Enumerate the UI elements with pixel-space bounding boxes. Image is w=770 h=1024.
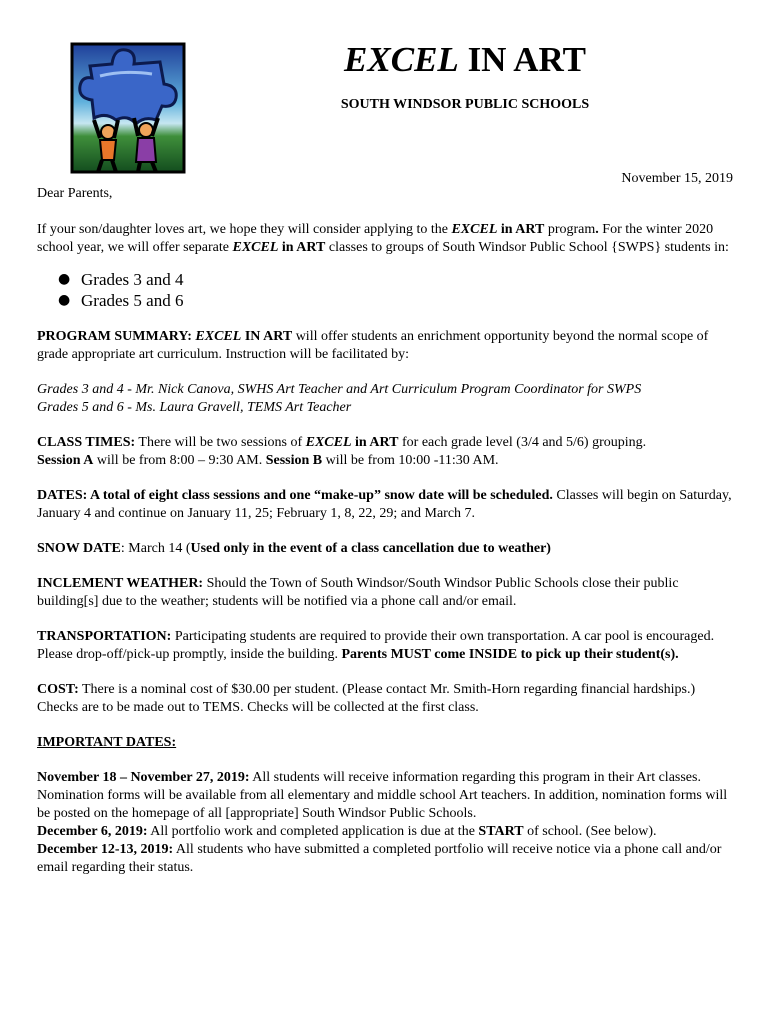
dates-paragraph: DATES: A total of eight class sessions and one “make-up” snow date will be scheduled. Classes will begin on Saturday, January 4 and continue on January 11, 25; February 1, 8, 22, 29; and March 7. xyxy=(37,488,732,521)
title-in-art: IN ART xyxy=(458,40,586,79)
grade-item: ● Grades 5 and 6 xyxy=(81,290,735,311)
cost: COST: There is a nominal cost of $30.00 per student. (Please contact Mr. Smith-Horn regarding financial hardships.) Checks are to be made out to TEMS. Checks will be collected at the first class. xyxy=(37,682,696,715)
page-subtitle: SOUTH WINDSOR PUBLIC SCHOOLS xyxy=(340,97,590,112)
important-dates-heading: IMPORTANT DATES: xyxy=(37,735,177,750)
program-summary: PROGRAM SUMMARY: EXCEL IN ART will offer students an enrichment opportunity beyond the normal scope of grade appropriate art curriculum. Instruction will be facilitated by: xyxy=(37,329,709,362)
inclement-weather: INCLEMENT WEATHER: Should the Town of South Windsor/South Windsor Public Schools close their public building[s] due to the weather; students will be notified via a phone call and/or email. xyxy=(37,576,679,609)
grade-item: ● Grades 3 and 4 xyxy=(81,269,735,290)
page-title xyxy=(250,34,680,86)
instructor-line: Grades 5 and 6 - Ms. Laura Gravell, TEMS Art Teacher xyxy=(37,400,352,415)
title-excel: EXCEL xyxy=(344,40,459,79)
letter-body xyxy=(37,185,735,877)
intro-paragraph: If your son/daughter loves art, we hope they will consider applying to the EXCEL in ART program. For the winter 2020 school year, we will offer separate EXCEL in ART classes to groups of South Windsor Public School {SWPS} students in: xyxy=(37,222,729,255)
letter-date: November 15, 2019 xyxy=(621,171,733,186)
puzzle-people-logo xyxy=(64,36,192,176)
snow-date: SNOW DATE: March 14 (Used only in the event of a class cancellation due to weather) xyxy=(37,541,551,556)
instructors xyxy=(37,381,735,417)
transportation: TRANSPORTATION: Participating students are required to provide their own transportation. A car pool is encouraged. Please drop-off/pick-up promptly, inside the building. Parents MUST come INSIDE to pick up their student(s). xyxy=(37,629,715,662)
class-times: CLASS TIMES: There will be two sessions of EXCEL in ART for each grade level (3/4 and 5/6) grouping. Session A will be from 8:00 – 9:30 AM. Session B will be from 10:00 -11:30 AM. xyxy=(37,435,647,468)
salutation: Dear Parents, xyxy=(37,186,113,201)
instructor-line: Grades 3 and 4 - Mr. Nick Canova, SWHS Art Teacher and Art Curriculum Program Coordinator for SWPS xyxy=(37,382,642,397)
important-dates-list: November 18 – November 27, 2019: All students will receive information regarding this program in their Art classes. Nomination forms will be available from all elementary and middle school Art teachers. In addition, nomination forms will be posted on the homepage of all [appropriate] South Windsor Public Schools. December 6, 2019: All portfolio work and completed application is due at the START of school. (See below). December 12-13, 2019: All students who have submitted a completed portfolio will receive notice via a phone call and/or email regarding their status. xyxy=(37,770,728,875)
grades-list xyxy=(37,269,735,311)
